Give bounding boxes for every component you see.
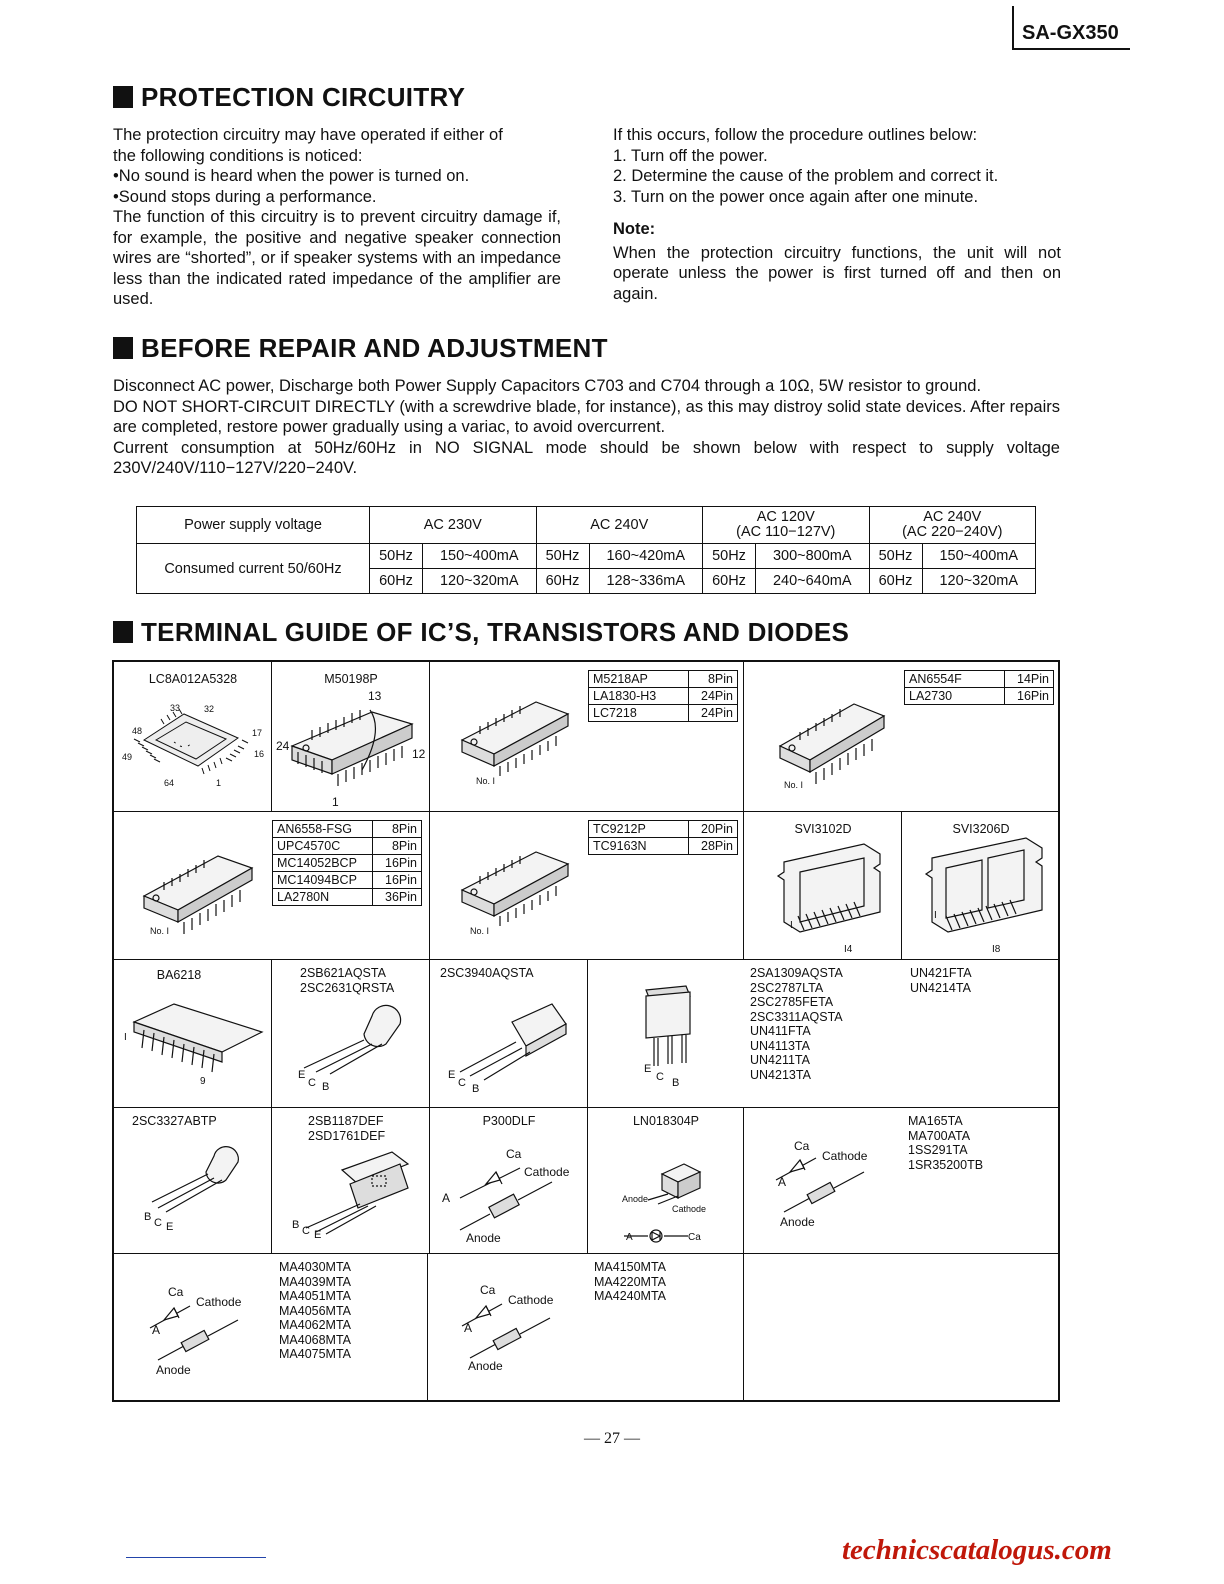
terminal-b: B [322, 1081, 330, 1093]
cell-empty [744, 1254, 1060, 1400]
diode-drawing [430, 1108, 588, 1254]
pin-label: I [934, 910, 937, 921]
footer-rule [126, 1557, 266, 1558]
led-cathode-label: Cathode [672, 1204, 707, 1214]
part-name: LC8A012A5328 [148, 672, 238, 686]
pin-label: 16 [254, 749, 265, 759]
terminal-e: E [298, 1069, 306, 1081]
freq-cell: 50Hz [370, 544, 423, 569]
pin-label: I4 [844, 944, 853, 955]
freq-cell: 50Hz [869, 544, 922, 569]
freq-cell: 60Hz [536, 569, 589, 594]
diode-ca-label: Ca [794, 1139, 810, 1153]
diode-anode-label: Anode [468, 1359, 503, 1373]
freq-cell: 60Hz [370, 569, 423, 594]
cell-zener-group-2 [428, 1254, 744, 1400]
pin-label: 1 [332, 795, 339, 809]
led-anode-label: Anode [622, 1194, 649, 1204]
diode-drawing [744, 1108, 902, 1254]
terminal-b: B [292, 1219, 300, 1231]
part-name: AN6554F [905, 671, 1005, 688]
cell-2sc3327 [114, 1108, 272, 1254]
part-name: SVI3102D [794, 822, 852, 836]
diode-anode-label: Anode [156, 1363, 191, 1377]
transistor-drawing [272, 960, 430, 1108]
current-cell: 120~320mA [922, 569, 1036, 594]
part-name: LN018304P [632, 1114, 700, 1128]
terminal-c: C [154, 1217, 162, 1229]
cell-ba6218 [114, 960, 272, 1108]
hybrid-ic-drawing [902, 812, 1060, 960]
current-cell: 128~336mA [589, 569, 703, 594]
pin-label: 1 [216, 778, 222, 788]
page-number: — 27 — [584, 1430, 640, 1447]
pin-one-label: No. I [476, 776, 496, 786]
pin-label: 32 [204, 704, 215, 714]
col-ac120: AC 120V (AC 110−127V) [703, 507, 870, 544]
repair-para-2: DO NOT SHORT-CIRCUIT DIRECTLY (with a screwdrive blade, for instance), as this may distroy solid state devices. After repairs are completed, restore power gradually using a variac, to avoid overcurrent. [113, 397, 1060, 436]
zener-list-b: MA4150MTA MA4220MTA MA4240MTA [594, 1260, 667, 1303]
pin-count: 16Pin [373, 872, 422, 889]
part-name: LA2730 [905, 688, 1005, 705]
freq-cell: 60Hz [869, 569, 922, 594]
freq-cell: 50Hz [703, 544, 756, 569]
protection-title: PROTECTION CIRCUITRY [141, 82, 466, 112]
sip-chip-drawing [744, 662, 1060, 812]
col-ac230: AC 230V [370, 507, 537, 544]
diode-a-label: A [442, 1191, 451, 1205]
pin-label: 12 [412, 747, 426, 761]
dip-chip-drawing [114, 812, 430, 960]
pin-count: 8Pin [373, 838, 422, 855]
pin-count: 16Pin [1005, 688, 1054, 705]
pin-one-label: No. I [470, 926, 490, 936]
note-text: When the protection circuitry functions, the unit will not operate unless the power is first turned off and then on again. [613, 243, 1061, 303]
pin-count: 20Pin [689, 821, 738, 838]
terminal-heading [113, 617, 849, 648]
diode-drawing [428, 1254, 588, 1400]
cell-zener-group-1 [114, 1254, 428, 1400]
pin-label: 48 [132, 726, 143, 736]
heading-marker [113, 337, 133, 359]
current-cell: 160~420mA [589, 544, 703, 569]
part-name: AN6558-FSG [273, 821, 373, 838]
part-name: LC7218 [589, 705, 689, 722]
cell-svi3102d [744, 812, 902, 960]
protection-bullet: •No sound is heard when the power is turned on. [113, 167, 470, 185]
repair-para-1: Disconnect AC power, Discharge both Power Supply Capacitors C703 and C704 through a 10Ω, 5W resistor to ground. [113, 377, 982, 395]
procedure-step: 3. Turn on the power once again after one minute. [613, 187, 979, 206]
transistor-drawing [430, 960, 588, 1108]
cell-lc8a012 [114, 662, 272, 812]
pin-label: 49 [122, 752, 133, 762]
diode-part-list: MA165TA MA700ATA 1SS291TA 1SR35200TB [908, 1114, 984, 1172]
transistor-list-b: UN421FTA UN4214TA [910, 966, 972, 995]
hybrid-ic-drawing [744, 812, 902, 960]
cell-p300dlf [430, 1108, 588, 1254]
qfp-chip-drawing [114, 662, 272, 812]
cell-m50198p [272, 662, 430, 812]
pin-label: 24 [276, 739, 290, 753]
transistor-drawing [588, 960, 748, 1108]
col-ac240-range: AC 240V (AC 220−240V) [869, 507, 1036, 544]
repair-text [113, 376, 1060, 479]
part-name: LA1830-H3 [589, 688, 689, 705]
terminal-e: E [314, 1229, 322, 1241]
cell-svi3206d [902, 812, 1060, 960]
pin-count: 24Pin [689, 688, 738, 705]
terminal-e: E [448, 1069, 456, 1081]
to220-drawing [272, 1108, 430, 1254]
procedure-step: 1. Turn off the power. [613, 146, 768, 165]
pin-one-label: No. I [150, 926, 170, 936]
terminal-b: B [144, 1211, 152, 1223]
cell-dip-group-4 [430, 812, 744, 960]
diode-ca-label: Ca [168, 1285, 184, 1299]
row-label-current: Consumed current 50/60Hz [137, 544, 370, 594]
diode-a-label: A [778, 1175, 787, 1189]
part-name: M5218AP [589, 671, 689, 688]
note-label: Note: [613, 220, 656, 238]
pin-label: 17 [252, 728, 263, 738]
part-name: TC9163N [589, 838, 689, 855]
transistor-drawing [114, 1108, 272, 1254]
pin-label: I8 [992, 944, 1001, 955]
diode-ca-label: Ca [480, 1283, 496, 1297]
freq-cell: 60Hz [703, 569, 756, 594]
protection-line: The protection circuitry may have operated if either of [113, 126, 503, 144]
cell-transistor-list [588, 960, 1060, 1108]
cell-ln018304p [588, 1108, 744, 1254]
pin-count: 16Pin [373, 855, 422, 872]
transistor-list-a: 2SA1309AQSTA 2SC2787LTA 2SC2785FETA 2SC3311AQSTA UN411FTA UN4113TA UN4211TA UN4213TA [750, 966, 843, 1082]
model-number: SA-GX350 [1012, 6, 1130, 50]
terminal-title: TERMINAL GUIDE OF IC’S, TRANSISTORS AND DIODES [141, 617, 850, 647]
protection-right-column [613, 125, 1061, 304]
zener-list-a: MA4030MTA MA4039MTA MA4051MTA MA4056MTA MA4062MTA MA4068MTA MA4075MTA [279, 1260, 352, 1361]
diode-anode-label: Anode [466, 1231, 501, 1245]
part-name: P300DLF [482, 1114, 536, 1128]
sip-ic-drawing [114, 960, 272, 1108]
part-name: 2SC3327ABTP [132, 1114, 217, 1128]
pin-label: 13 [368, 689, 382, 703]
part-name: SVI3206D [952, 822, 1010, 836]
pin-count: 14Pin [1005, 671, 1054, 688]
part-name: TC9212P [589, 821, 689, 838]
watermark: technicscatalogus.com [842, 1534, 1112, 1566]
diode-a-label: A [464, 1321, 473, 1335]
part-name: M50198P [324, 672, 378, 686]
procedure-line: If this occurs, follow the procedure outlines below: [613, 126, 978, 144]
repair-title: BEFORE REPAIR AND ADJUSTMENT [141, 333, 608, 363]
pin-count: 8Pin [373, 821, 422, 838]
freq-cell: 50Hz [536, 544, 589, 569]
procedure-step: 2. Determine the cause of the problem and correct it. [613, 167, 999, 185]
part-names: 2SB621AQSTA 2SC2631QRSTA [300, 966, 395, 995]
part-name: 2SC3940AQSTA [440, 966, 534, 980]
terminal-b: B [672, 1077, 680, 1089]
cell-ma165ta [744, 1108, 1060, 1254]
diode-cathode-label: Cathode [822, 1149, 868, 1163]
heading-marker [113, 86, 133, 108]
current-cell: 150~400mA [922, 544, 1036, 569]
cell-2sc3940 [430, 960, 588, 1108]
cell-2sb621 [272, 960, 430, 1108]
diode-drawing [114, 1254, 274, 1400]
cell-dip-group-3 [114, 812, 430, 960]
current-cell: 240~640mA [756, 569, 870, 594]
diode-ca-label: Ca [506, 1147, 522, 1161]
pin-label: 9 [200, 1076, 206, 1087]
pin-label: 64 [164, 778, 175, 788]
terminal-c: C [656, 1071, 664, 1083]
protection-line: the following conditions is noticed: [113, 146, 363, 165]
protection-heading [113, 82, 465, 113]
part-name: MC14094BCP [273, 872, 373, 889]
terminal-guide-grid [112, 660, 1060, 1402]
cell-dip-group-1 [430, 662, 744, 812]
part-name: BA6218 [156, 968, 202, 982]
terminal-c: C [458, 1077, 466, 1089]
pin-count: 28Pin [689, 838, 738, 855]
pin-count: 36Pin [373, 889, 422, 906]
row-label-voltage: Power supply voltage [137, 507, 370, 544]
part-name: LA2780N [273, 889, 373, 906]
protection-left-column [113, 125, 561, 310]
dip-chip-drawing [430, 812, 744, 960]
current-cell: 120~320mA [423, 569, 537, 594]
diode-cathode-label: Cathode [196, 1295, 242, 1309]
heading-marker [113, 621, 133, 643]
dip-chip-drawing [430, 662, 744, 812]
dip-chip-drawing [272, 662, 430, 812]
repair-heading [113, 333, 608, 364]
diode-anode-label: Anode [780, 1215, 815, 1229]
pin-one-label: No. I [784, 780, 804, 790]
terminal-c: C [302, 1225, 310, 1237]
pin-label: I [124, 1032, 127, 1043]
cell-dip-group-2 [744, 662, 1060, 812]
power-supply-table [136, 506, 1036, 594]
terminal-e: E [166, 1221, 174, 1233]
part-name: MC14052BCP [273, 855, 373, 872]
current-cell: 150~400mA [423, 544, 537, 569]
terminal-b: B [472, 1083, 480, 1095]
protection-function-text: The function of this circuitry is to prevent circuitry damage if, for example, the positive and negative speaker connection wires are “shorted”, or if speaker systems with an impedance less than the indicated rated impedance of the amplifier are used. [113, 208, 561, 308]
pin-label: I [790, 920, 793, 931]
cell-2sb1187 [272, 1108, 430, 1254]
pin-count: 24Pin [689, 705, 738, 722]
part-name: UPC4570C [273, 838, 373, 855]
diode-a-label: A [152, 1323, 161, 1337]
terminal-e: E [644, 1063, 652, 1075]
led-ca-label: Ca [688, 1232, 701, 1243]
repair-para-3: Current consumption at 50Hz/60Hz in NO SIGNAL mode should be shown below with respect to supply voltage 230V/240V/110−127V/220−240V. [113, 438, 1060, 477]
led-a-label: A [626, 1232, 633, 1243]
diode-cathode-label: Cathode [524, 1165, 570, 1179]
pin-label: 33 [170, 703, 181, 713]
current-cell: 300~800mA [756, 544, 870, 569]
terminal-c: C [308, 1077, 316, 1089]
col-ac240: AC 240V [536, 507, 703, 544]
diode-cathode-label: Cathode [508, 1293, 554, 1307]
led-drawing [588, 1108, 744, 1254]
pin-count: 8Pin [689, 671, 738, 688]
part-names: 2SB1187DEF 2SD1761DEF [308, 1114, 386, 1143]
protection-bullet: •Sound stops during a performance. [113, 187, 377, 206]
